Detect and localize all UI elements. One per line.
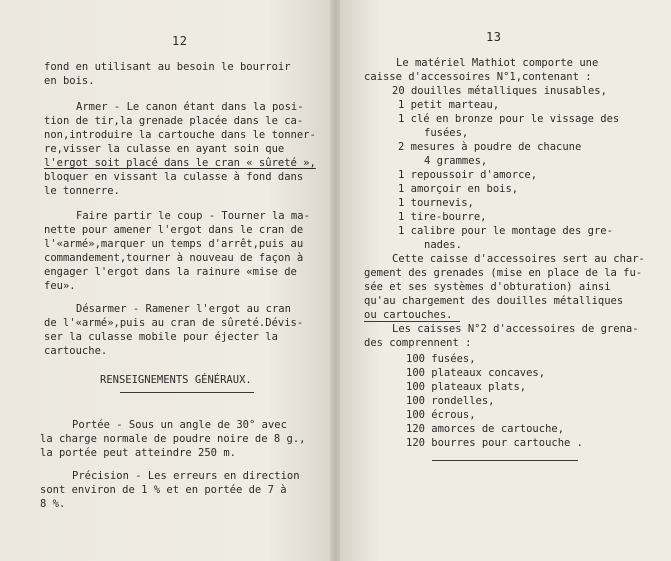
list-item: 4 grammes, xyxy=(424,155,488,167)
text-line: Armer - Le canon étant dans la posi- xyxy=(76,101,304,113)
text-line: caisse d'accessoires N°1,contenant : xyxy=(364,71,592,83)
text-line: l'ergot soit placé dans le cran « sûreté », xyxy=(44,157,316,169)
list-item: 120 bourres pour cartouche . xyxy=(406,437,584,449)
text-line: feu». xyxy=(44,280,76,292)
text-line: bloquer en vissant la culasse à fond dans xyxy=(44,171,304,183)
page-number: 12 xyxy=(172,34,188,48)
list-item: 1 tournevis, xyxy=(398,197,474,209)
list-item: fusées, xyxy=(424,127,469,139)
text-line: ou cartouches. xyxy=(364,309,453,321)
list-item: 1 amorçoir en bois, xyxy=(398,183,519,195)
list-item: 1 repoussoir d'amorce, xyxy=(398,169,538,181)
divider xyxy=(120,392,254,393)
text-line: fond en utilisant au besoin le bourroir xyxy=(44,61,291,73)
text-line: la portée peut atteindre 250 m. xyxy=(40,447,236,459)
text-line: l'«armé»,marquer un temps d'arrêt,puis au xyxy=(44,238,304,250)
list-item: 100 fusées, xyxy=(406,353,476,365)
list-item: 100 écrous, xyxy=(406,409,476,421)
text-line: sée et ses systèmes d'obturation) ainsi xyxy=(364,281,611,293)
text-line: qu'au chargement des douilles métalliques xyxy=(364,295,624,307)
text-line: non,introduire la cartouche dans le tonner- xyxy=(44,129,316,141)
list-item: 120 amorces de cartouche, xyxy=(406,423,565,435)
text-line: Faire partir le coup - Tourner la ma- xyxy=(76,210,310,222)
divider xyxy=(432,460,578,461)
list-item: 1 petit marteau, xyxy=(398,99,500,111)
text-line: Les caisses N°2 d'accessoires de grena- xyxy=(392,323,639,335)
text-line: en bois. xyxy=(44,75,95,87)
text-line: Cette caisse d'accessoires sert au char- xyxy=(392,253,645,265)
text-line: sont environ de 1 % et en portée de 7 à xyxy=(40,484,287,496)
list-item: 100 plateaux concaves, xyxy=(406,367,546,379)
text-line: le tonnerre. xyxy=(44,185,120,197)
left-page xyxy=(0,0,334,561)
right-page xyxy=(340,0,671,561)
list-item: 1 calibre pour le montage des gre- xyxy=(398,225,613,237)
text-line: 8 %. xyxy=(40,498,66,510)
section-heading: RENSEIGNEMENTS GÉNÉRAUX. xyxy=(100,374,252,386)
text-line: nette pour amener l'ergot dans le cran de xyxy=(44,224,304,236)
text-line: Portée - Sous un angle de 30° avec xyxy=(72,419,287,431)
text-line: commandement,tourner à nouveau de façon à xyxy=(44,252,304,264)
text-line: Désarmer - Ramener l'ergot au cran xyxy=(76,303,291,315)
text-line: de l'«armé»,puis au cran de sûreté.Dévis- xyxy=(44,317,304,329)
list-item: 1 clé en bronze pour le vissage des xyxy=(398,113,620,125)
text-line: gement des grenades (mise en place de la fu- xyxy=(364,267,643,279)
list-item: 100 plateaux plats, xyxy=(406,381,527,393)
list-item: 100 rondelles, xyxy=(406,395,495,407)
page-number: 13 xyxy=(486,30,502,44)
text-line: des comprennent : xyxy=(364,337,472,349)
text-line: la charge normale de poudre noire de 8 g., xyxy=(40,433,306,445)
list-item: 2 mesures à poudre de chacune xyxy=(398,141,582,153)
list-item: 20 douilles métalliques inusables, xyxy=(392,85,607,97)
text-line: ser la culasse mobile pour éjecter la xyxy=(44,331,278,343)
text-line: engager l'ergot dans la rainure «mise de xyxy=(44,266,297,278)
list-item: 1 tire-bourre, xyxy=(398,211,487,223)
text-line: tion de tir,la grenade placée dans le ca- xyxy=(44,115,304,127)
text-line: Le matériel Mathiot comporte une xyxy=(396,57,599,69)
text-line: re,visser la culasse en ayant soin que xyxy=(44,143,285,155)
text-line: Précision - Les erreurs en direction xyxy=(72,470,300,482)
text-line: cartouche. xyxy=(44,345,108,357)
list-item: nades. xyxy=(424,239,462,251)
